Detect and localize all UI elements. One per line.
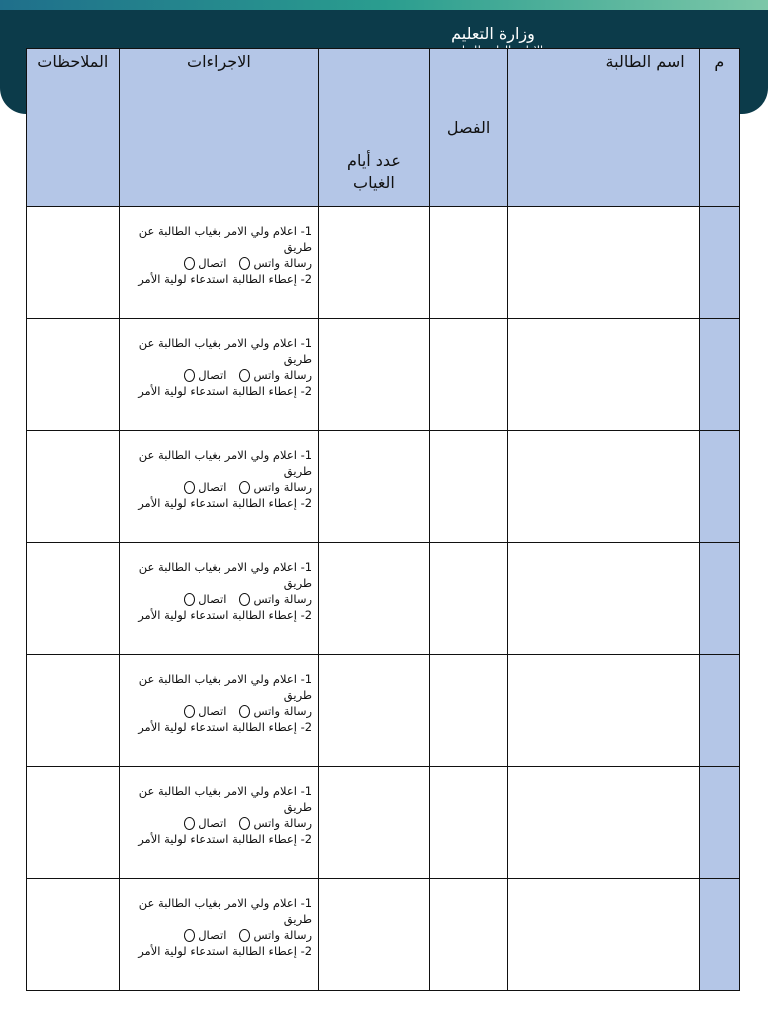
call-label: اتصال (198, 928, 227, 942)
table-row (27, 207, 740, 319)
class-cell[interactable] (429, 879, 508, 991)
call-radio[interactable] (184, 257, 195, 270)
row-number-cell[interactable] (699, 207, 739, 319)
whatsapp-label: رسالة واتس (253, 704, 313, 718)
whatsapp-option (236, 703, 312, 719)
whatsapp-label: رسالة واتس (253, 928, 313, 942)
class-cell[interactable] (429, 319, 508, 431)
absence-days-cell[interactable] (319, 543, 430, 655)
actions-cell (119, 431, 318, 543)
call-option (181, 479, 226, 495)
notes-cell[interactable] (27, 879, 120, 991)
call-option (181, 927, 226, 943)
row-number-cell[interactable] (699, 319, 739, 431)
call-label: اتصال (198, 704, 227, 718)
whatsapp-label: رسالة واتس (253, 592, 313, 606)
header-notes: الملاحظات (27, 49, 120, 207)
table-row (27, 319, 740, 431)
action-step1: 1- اعلام ولي الامر بغياب الطالبة عن طريق (138, 672, 313, 702)
call-label: اتصال (198, 816, 227, 830)
contact-options (124, 703, 312, 719)
class-cell[interactable] (429, 207, 508, 319)
actions-cell (119, 319, 318, 431)
action-step1: 1- اعلام ولي الامر بغياب الطالبة عن طريق (138, 560, 313, 590)
whatsapp-radio[interactable] (239, 593, 250, 606)
whatsapp-radio[interactable] (239, 369, 250, 382)
call-radio[interactable] (184, 705, 195, 718)
whatsapp-radio[interactable] (239, 705, 250, 718)
whatsapp-option (236, 255, 312, 271)
student-name-cell[interactable] (508, 543, 699, 655)
student-name-cell[interactable] (508, 431, 699, 543)
actions-cell (119, 207, 318, 319)
whatsapp-label: رسالة واتس (253, 480, 313, 494)
call-option (181, 591, 226, 607)
action-step2: 2- إعطاء الطالبة استدعاء لولية الأمر (138, 944, 313, 958)
notes-cell[interactable] (27, 767, 120, 879)
action-step1: 1- اعلام ولي الامر بغياب الطالبة عن طريق (138, 336, 313, 366)
call-option (181, 815, 226, 831)
table-body (27, 207, 740, 991)
call-option (181, 703, 226, 719)
whatsapp-radio[interactable] (239, 257, 250, 270)
contact-options (124, 927, 312, 943)
table-row (27, 655, 740, 767)
action-step1: 1- اعلام ولي الامر بغياب الطالبة عن طريق (138, 896, 313, 926)
absence-days-cell[interactable] (319, 431, 430, 543)
table-row (27, 879, 740, 991)
class-cell[interactable] (429, 431, 508, 543)
notes-cell[interactable] (27, 431, 120, 543)
whatsapp-option (236, 815, 312, 831)
ministry-title: وزارة التعليم (451, 24, 535, 43)
student-name-cell[interactable] (508, 319, 699, 431)
top-stripe (0, 0, 768, 10)
table-row (27, 767, 740, 879)
header-class: الفصل (429, 49, 508, 207)
row-number-cell[interactable] (699, 655, 739, 767)
whatsapp-label: رسالة واتس (253, 256, 313, 270)
absence-days-cell[interactable] (319, 767, 430, 879)
student-name-cell[interactable] (508, 207, 699, 319)
class-cell[interactable] (429, 767, 508, 879)
notes-cell[interactable] (27, 543, 120, 655)
contact-options (124, 591, 312, 607)
absence-days-cell[interactable] (319, 207, 430, 319)
call-label: اتصال (198, 592, 227, 606)
contact-options (124, 479, 312, 495)
absence-days-cell[interactable] (319, 655, 430, 767)
notes-cell[interactable] (27, 207, 120, 319)
student-name-cell[interactable] (508, 879, 699, 991)
call-radio[interactable] (184, 817, 195, 830)
action-step2: 2- إعطاء الطالبة استدعاء لولية الأمر (138, 720, 313, 734)
whatsapp-label: رسالة واتس (253, 368, 313, 382)
call-label: اتصال (198, 480, 227, 494)
call-option (181, 367, 226, 383)
whatsapp-option (236, 927, 312, 943)
action-step2: 2- إعطاء الطالبة استدعاء لولية الأمر (138, 832, 313, 846)
header-student-name: اسم الطالبة (508, 49, 699, 207)
call-radio[interactable] (184, 481, 195, 494)
absence-days-cell[interactable] (319, 879, 430, 991)
action-step1: 1- اعلام ولي الامر بغياب الطالبة عن طريق (138, 784, 313, 814)
actions-cell (119, 879, 318, 991)
contact-options (124, 367, 312, 383)
notes-cell[interactable] (27, 319, 120, 431)
action-step2: 2- إعطاء الطالبة استدعاء لولية الأمر (138, 272, 313, 286)
whatsapp-label: رسالة واتس (253, 816, 313, 830)
contact-options (124, 255, 312, 271)
action-step2: 2- إعطاء الطالبة استدعاء لولية الأمر (138, 496, 313, 510)
absence-days-cell[interactable] (319, 319, 430, 431)
action-step2: 2- إعطاء الطالبة استدعاء لولية الأمر (138, 384, 313, 398)
action-step2: 2- إعطاء الطالبة استدعاء لولية الأمر (138, 608, 313, 622)
row-number-cell[interactable] (699, 431, 739, 543)
header-actions: الاجراءات (119, 49, 318, 207)
header-absence-days: عدد أيام الغياب (319, 49, 430, 207)
row-number-cell[interactable] (699, 879, 739, 991)
student-name-cell[interactable] (508, 655, 699, 767)
row-number-cell[interactable] (699, 767, 739, 879)
table-row (27, 543, 740, 655)
class-cell[interactable] (429, 543, 508, 655)
call-radio[interactable] (184, 369, 195, 382)
class-cell[interactable] (429, 655, 508, 767)
student-name-cell[interactable] (508, 767, 699, 879)
row-number-cell[interactable] (699, 543, 739, 655)
action-step1: 1- اعلام ولي الامر بغياب الطالبة عن طريق (138, 448, 313, 478)
actions-cell (119, 543, 318, 655)
contact-options (124, 815, 312, 831)
whatsapp-option (236, 367, 312, 383)
whatsapp-option (236, 479, 312, 495)
actions-cell (119, 767, 318, 879)
whatsapp-radio[interactable] (239, 817, 250, 830)
whatsapp-radio[interactable] (239, 481, 250, 494)
actions-cell (119, 655, 318, 767)
call-option (181, 255, 226, 271)
call-label: اتصال (198, 368, 227, 382)
call-radio[interactable] (184, 593, 195, 606)
notes-cell[interactable] (27, 655, 120, 767)
call-radio[interactable] (184, 929, 195, 942)
action-step1: 1- اعلام ولي الامر بغياب الطالبة عن طريق (138, 224, 313, 254)
absence-table (26, 48, 740, 991)
call-label: اتصال (198, 256, 227, 270)
whatsapp-option (236, 591, 312, 607)
table-row (27, 431, 740, 543)
whatsapp-radio[interactable] (239, 929, 250, 942)
header-number: م (699, 49, 739, 207)
